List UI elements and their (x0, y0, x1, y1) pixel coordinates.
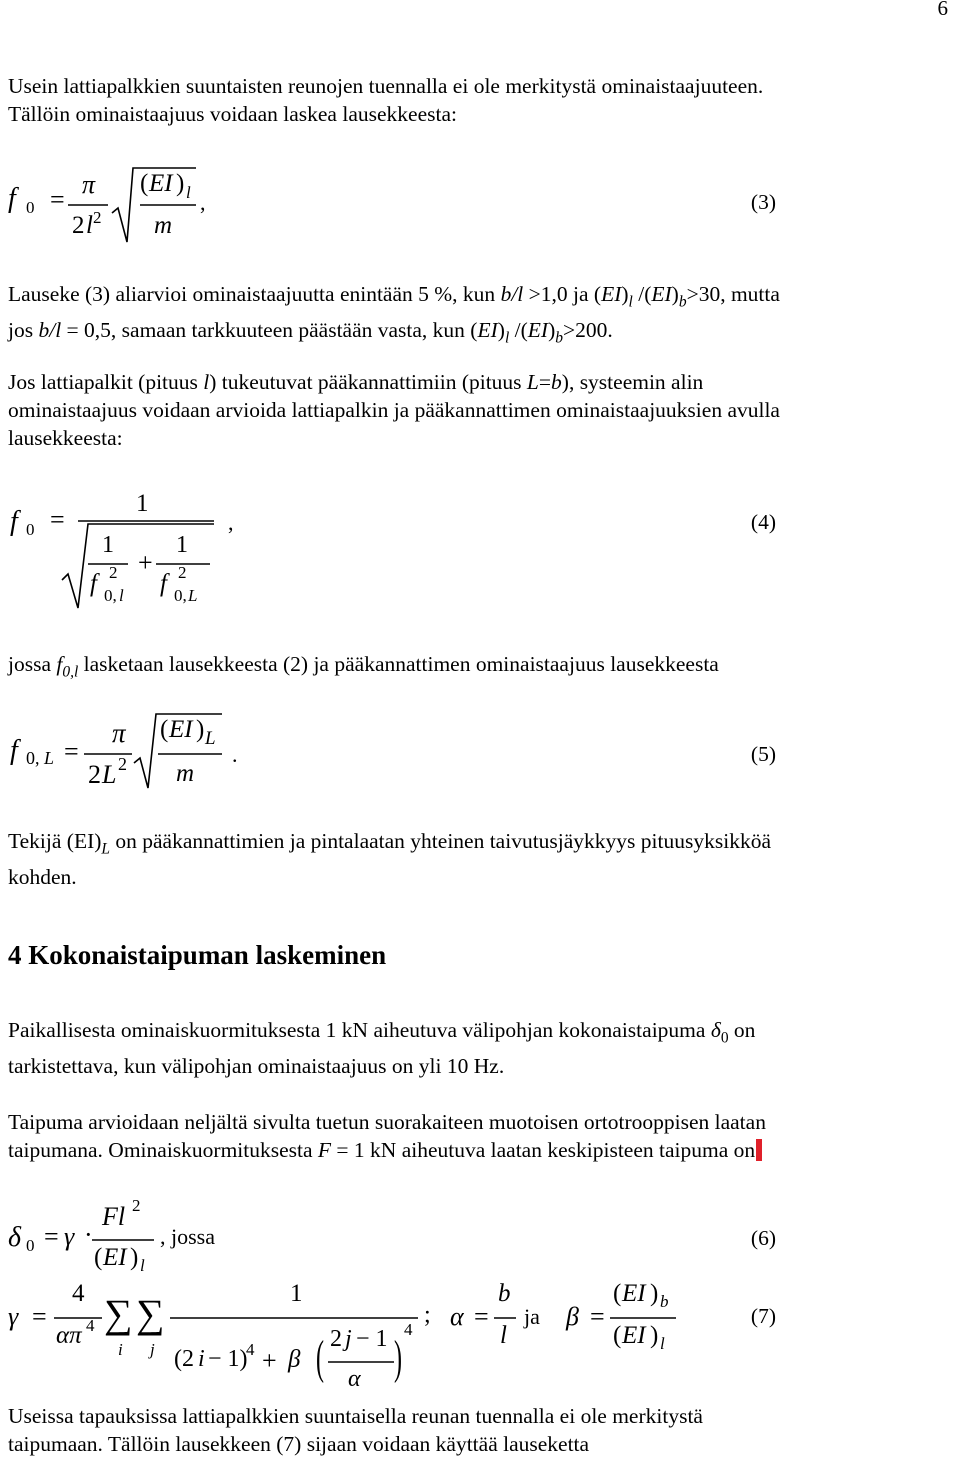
text: ) (497, 318, 505, 343)
sub-b: b (555, 329, 563, 347)
symbol-F: F (317, 1138, 332, 1162)
eq7-alpha-pi: απ (56, 1322, 82, 1349)
b-over-l: b/l (500, 282, 524, 306)
eq7-beta: β (288, 1346, 301, 1373)
eq4-fa-subl: l (119, 586, 124, 605)
sub-l: l (504, 329, 510, 347)
eq5-period: . (232, 742, 238, 767)
text: = (538, 370, 552, 394)
eq4-lhs-sub: 0 (26, 520, 35, 539)
eq3-lhs: f (8, 183, 16, 214)
eq7-den-close: − 1) (208, 1346, 248, 1372)
eq7-plus: + (262, 1346, 277, 1375)
text: /( (632, 282, 652, 306)
eq7-sub-j: j (150, 1340, 155, 1359)
eq6-den-EI: EI (103, 1244, 127, 1271)
eq3-den-2: 2 (72, 212, 85, 239)
eq7-beta-2: β (566, 1302, 579, 1331)
eq3-den-l: l (86, 212, 93, 239)
eq6-den-sub: l (140, 1256, 145, 1275)
eq3-pi: π (82, 170, 96, 199)
eq6-gamma: γ (64, 1222, 75, 1251)
eq4-fb: f (160, 570, 167, 597)
eq5-lhs-sub: 0, (26, 748, 40, 768)
eq6-jossa: , jossa (160, 1224, 215, 1249)
EI: EI (651, 282, 672, 306)
text: lasketaan lausekkeesta (2) ja pääkannattimen ominaistaajuus lausekkeesta (78, 652, 719, 676)
eq7-alpha: α (450, 1302, 464, 1331)
text-line: ominaistaajuus voidaan arvioida lattiapalkin ja pääkannattimen ominaistaajuuksien avulla (8, 398, 780, 422)
eq4-one: 1 (136, 490, 149, 517)
eq4-fb-sub: 0, (174, 586, 187, 605)
sub-0: 0 (720, 1029, 729, 1047)
eq4-fb-subL: L (188, 586, 198, 605)
eq5-pi: π (112, 718, 126, 748)
eq4-lhs: f (10, 506, 18, 537)
eq6-dot: · (84, 1220, 93, 1249)
sub-l: l (628, 293, 633, 311)
section-heading: 4 Kokonaistaipuman laskeminen (8, 940, 387, 970)
page-number: 6 (937, 0, 948, 20)
eq3-rad-open: ( (140, 170, 149, 197)
text: >1,0 ja ( (523, 282, 602, 306)
text-line: Taipuma arvioidaan neljältä sivulta tuetun suorakaiteen muotoisen ortotrooppisen laatan (8, 1110, 766, 1134)
text: taipumana. Ominaiskuormituksesta (8, 1138, 318, 1162)
eq7-den2-close: ) (650, 1322, 659, 1349)
eq7-one: 1 (290, 1280, 303, 1307)
sub-0l: 0,l (62, 663, 79, 681)
eq4-one-a: 1 (102, 532, 114, 558)
eq3-rad-den: m (154, 212, 173, 239)
eq5-rad-sub: L (205, 728, 216, 749)
eq7-den-exp: 4 (246, 1340, 255, 1359)
eq7-equals-3: = (590, 1302, 605, 1331)
text: = 1 kN aiheutuva laatan keskipisteen taipuma on (331, 1138, 756, 1162)
eq4-number: (4) (750, 510, 776, 534)
text: >200. (562, 318, 613, 343)
text: = 0,5, samaan tarkkuuteen päästään vasta, kun ( (61, 318, 478, 343)
eq7-ja: ja (524, 1304, 540, 1329)
eq7-number: (7) (750, 1304, 776, 1328)
eq5-rad-den: m (176, 760, 195, 787)
eq5-number: (5) (750, 742, 776, 766)
eq6-den-open: ( (94, 1244, 103, 1271)
eq5-den-L: L (102, 760, 117, 789)
text: on (728, 1018, 756, 1042)
symbol-delta: δ (710, 1018, 721, 1042)
eq7-frac2-num-2: 2 (330, 1326, 342, 1352)
eq4-radical (62, 524, 214, 608)
eq6-den-close: ) (130, 1244, 139, 1271)
eq3-rad-sub: l (186, 183, 191, 202)
eq6-num-exp: 2 (132, 1196, 141, 1215)
sub-L: L (101, 840, 111, 858)
eq7-den2-sub-l: l (660, 1334, 665, 1353)
eq5-lhs-subL: L (44, 748, 55, 768)
eq4-one-b: 1 (176, 532, 188, 558)
eq4-plus: + (138, 548, 153, 577)
eq4-fb-exp: 2 (178, 563, 187, 582)
text-line: lausekkeesta: (8, 426, 123, 450)
eq7-paren-left: ( (315, 1331, 324, 1384)
text-line: taipumaan. Tällöin lausekkeen (7) sijaan voidaan käyttää lauseketta (8, 1432, 590, 1456)
eq7-sub-i: i (118, 1340, 123, 1359)
text: /( (509, 318, 528, 343)
eq7-l: l (500, 1322, 507, 1349)
eq4-equals: = (50, 505, 65, 534)
eq7-exp4: 4 (86, 1316, 95, 1335)
eq7-sigma-i: ∑ (104, 1291, 133, 1336)
text: jos (8, 318, 39, 343)
eq7-four: 4 (72, 1280, 85, 1307)
eq7-frac2-num-minus1: − 1 (356, 1326, 388, 1352)
text-line: Tällöin ominaistaajuus voidaan laskea lausekkeesta: (8, 102, 457, 126)
eq6-lhs-sub: 0 (26, 1236, 35, 1255)
text: >30, mutta (686, 282, 780, 306)
text: Jos lattiapalkit (pituus (8, 370, 204, 394)
eq3-comma: , (200, 190, 206, 215)
eq7-semicolon: ; (424, 1302, 431, 1328)
text: Lauseke (3) aliarvioi ominaistaajuutta enintään 5 %, kun (8, 282, 501, 306)
eq7-num-close: ) (650, 1280, 659, 1307)
eq6-lhs: δ (8, 1222, 22, 1253)
b-over-l: b/l (38, 318, 62, 343)
EI: EI (601, 282, 622, 306)
eq7-frac2-num-j: j (345, 1326, 352, 1352)
symbol-f: f (56, 652, 63, 676)
text: ) (548, 318, 556, 343)
eq7-big-exp: 4 (404, 1320, 413, 1339)
eq7-den-i: i (198, 1346, 205, 1372)
text: ), systeemin alin (561, 370, 704, 394)
text-line: Usein lattiapalkkien suuntaisten reunojen tuennalla ei ole merkitystä ominaistaajuuteen. (8, 74, 764, 98)
eq7-equals: = (32, 1302, 47, 1331)
text: ) (671, 282, 679, 306)
symbol-L: L (526, 370, 539, 394)
eq5-den-exp: 2 (118, 754, 127, 774)
eq5-rad-close: ) (196, 716, 205, 743)
text: on pääkannattimien ja pintalaatan yhteinen taivutusjäykkyys pituusyksikköä (110, 829, 771, 853)
text-line: kohden. (8, 865, 77, 890)
text: ) (621, 282, 629, 306)
eq7-den-open: (2 (174, 1346, 194, 1372)
eq3-rad-EI: EI (149, 170, 173, 197)
eq4-fa-sub: 0, (104, 586, 117, 605)
eq7-b: b (498, 1280, 511, 1307)
text: jossa (8, 652, 57, 676)
eq5-rad-open: ( (160, 716, 169, 743)
eq7-den2-open: ( (613, 1322, 622, 1349)
eq6-number: (6) (750, 1226, 776, 1250)
eq7-num-open: ( (613, 1280, 622, 1307)
text-line: tarkistettava, kun välipohjan ominaistaajuus on yli 10 Hz. (8, 1054, 505, 1079)
eq5-rad-EI: EI (169, 716, 193, 743)
symbol-l: l (203, 370, 210, 394)
text: Paikallisesta ominaiskuormituksesta 1 kN aiheutuva välipohjan kokonaistaipuma (8, 1018, 711, 1042)
eq5-den-2: 2 (88, 760, 101, 789)
eq7-frac2-den: α (348, 1366, 361, 1392)
eq3-den-exp: 2 (93, 208, 102, 227)
text-line: Useissa tapauksissa lattiapalkkien suuntaisella reunan tuennalla ei ole merkitystä (8, 1404, 703, 1428)
eq6-num: Fl (102, 1202, 126, 1231)
EI: EI (527, 318, 549, 343)
eq7-equals-2: = (474, 1302, 489, 1331)
eq3-number: (3) (750, 190, 776, 214)
eq7-num-sub-b: b (660, 1292, 669, 1311)
eq5-radical (134, 714, 222, 788)
eq7-num-EI: EI (622, 1280, 646, 1307)
eq4-fa-exp: 2 (109, 563, 118, 582)
symbol-b: b (551, 370, 562, 394)
sub-b: b (678, 293, 687, 311)
eq6-equals: = (44, 1222, 59, 1251)
eq5-equals: = (64, 737, 79, 766)
EI: EI (477, 318, 498, 343)
eq7-den2-EI: EI (622, 1322, 646, 1349)
text: ) tukeutuvat pääkannattimiin (pituus (209, 370, 527, 394)
eq4-fa: f (90, 570, 97, 597)
eq7-sigma-j: ∑ (136, 1291, 165, 1336)
eq7-paren-right: ) (393, 1331, 402, 1384)
eq3-lhs-sub: 0 (26, 198, 35, 217)
eq5-lhs: f (10, 735, 18, 766)
eq3-rad-close: ) (176, 170, 185, 197)
eq3-equals: = (50, 185, 65, 214)
text: Tekijä (EI) (8, 829, 102, 853)
eq7-gamma: γ (8, 1302, 19, 1331)
eq4-comma: , (228, 510, 234, 535)
